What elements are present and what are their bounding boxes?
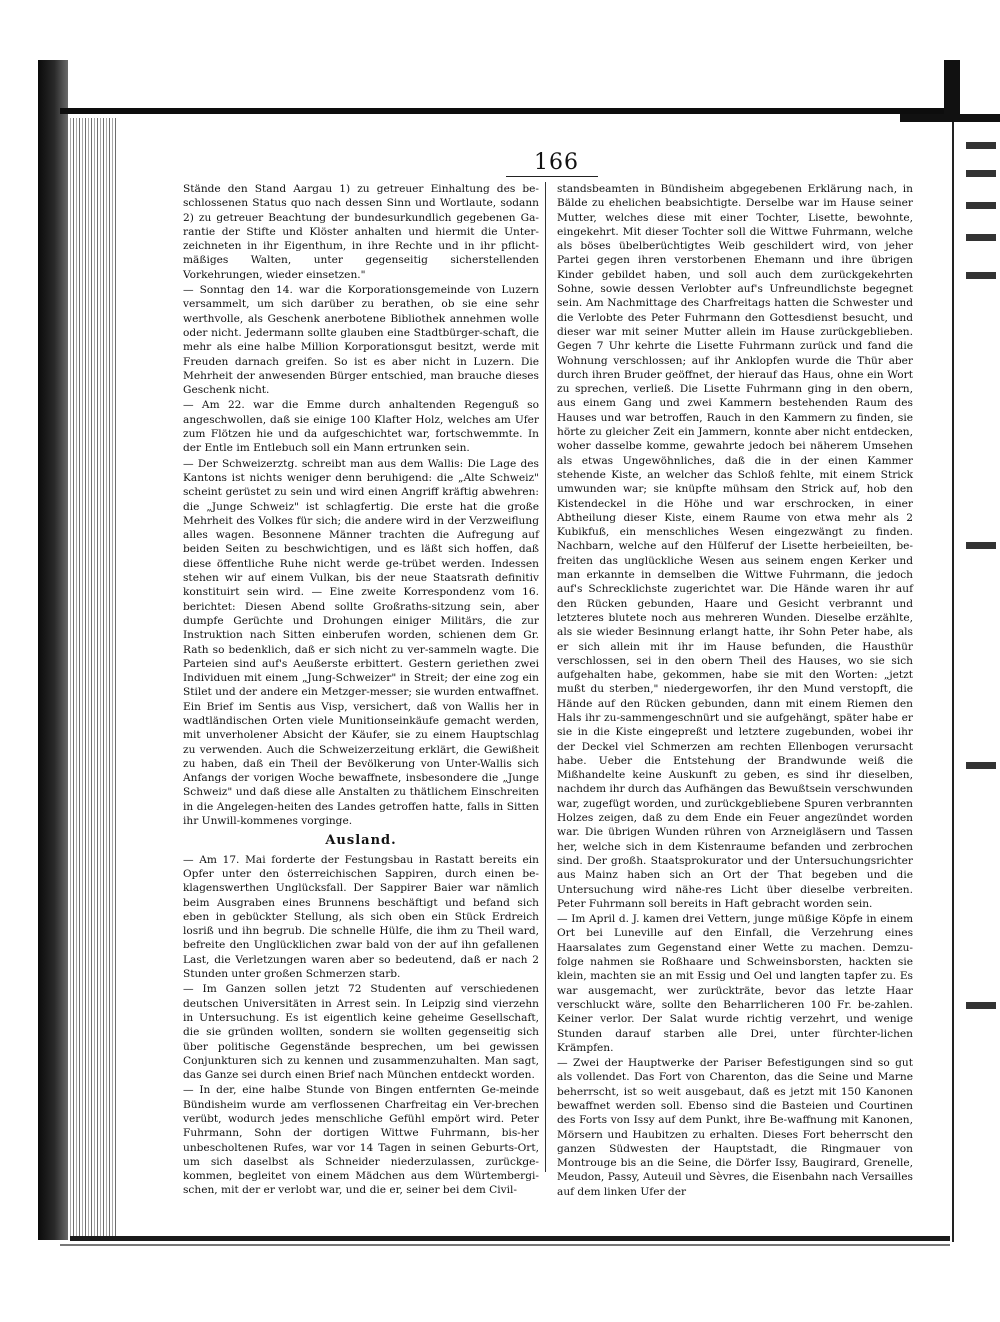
- text-fragment: [966, 170, 996, 177]
- article-paragraph: standsbeamten in Bündisheim abgegebenen Erklärung nach, in Bälde zu ehelichen beabsichtigte. Derselbe war im Hause seiner Mutter, welches diese mit einer Tochter, Lisette, bewohnte, eingekehrt. Mit dieser Tochter soll die Wittwe Fuhrmann, welche als böses übelberüchtigtes Weib geschildert wird, von jeher Partei gegen ihren verstorbenen Ehemann und ihre übrigen Kinder gebildet haben, und soll auch dem zurückgekehrten Sohne, sowie dessen Verlobter auf's Unfreundlichste begegnet sein. Am Nachmittage des Charfreitags hatten die Schwester und die Verlobte des Peter Fuhrmann den Gottesdienst besucht, und dieser war mit seiner Mutter allein im Hause zurückgeblieben. Gegen 7 Uhr kehrte die Lisette Fuhrmann zurück und fand die Wohnung verschlossen; auf ihr Anklopfen wurde die Thür aber durch ihren Bruder geöffnet, der hierauf das Haus, ohne ein Wort zu sprechen, verließ. Die Lisette Fuhrmann ging in den obern, aus einem Gang und zwei Kammern bestehenden Raum des Hauses und war betroffen, Rauch in den Kammern zu finden, sie hörte zu gleicher Zeit ein Jammern, konnte aber nicht entdecken, woher dasselbe komme, gewahrte jedoch bei näherem Umsehen als etwas Ungewöhnliches, daß die in der einen Kammer stehende Kiste, an welcher das Schloß fehlte, mit einem Strick umwunden war; sie knüpfte mühsam den Strick auf, hob den Kistendeckel in die Höhe und war erschrocken, in einer Abtheilung dieser Kiste, einem Raume von etwa mehr als 2 Kubikfuß, ein menschliches Wesen eingezwängt zu finden. Nachbarn, welche auf den Hülferuf der Lisette herbeieilten, be-freiten das unglückliche Wesen aus seinem engen Kerker und man erkannte in demselben die Wittwe Fuhrmann, die jedoch auf's Schrecklichste zugerichtet war. Die Hände waren ihr auf den Rücken gebunden, Haare und Gesicht verbrannt und letzteres blutete noch aus mehreren Wunden. Dieselbe erzählte, als sie wieder Besinnung erlangt hatte, ihr Sohn Peter habe, als er sich allein mit ihr im Hause befunden, die Hausthür verschlossen, sei in den obern Theil des Hauses, wo sie sich aufgehalten habe, gekommen, habe sie mit den Worten: „jetzt mußt du sterben," niedergeworfen, ihr den Mund verstopft, die Hände auf den Rücken gebunden, dann mit einem Riemen den Hals ihr zu-sammengeschnürt und sie aufgehängt, später habe er sie in die Kiste eingepreßt und letztere zugebunden, wobei ihr der Deckel viel Schmerzen am rechten Ellenbogen verursacht habe. Ueber die Entstehung der Brandwunde weiß die Mißhandelte keine Auskunft zu geben, es sind ihr dieselben, nachdem ihr durch das Aufhängen das Bewußtsein verschwunden war, zugefügt worden, und zurückgebliebene Spuren verbrannten Holzes zeigen, daß zu dem Ende ein Feuer angezündet worden war. Die übrigen Wunden rühren von Arzneigläsern und Tassen her, welche sich in dem Kistenraume befanden und zerbrochen sind. Der großh. Staatsprokurator und der Untersuchungsrichter aus Mainz haben sich an Ort der That begeben und die Untersuchung wird nähe-res Licht über dieselbe verbreiten. Peter Fuhrmann soll bereits in Haft gebracht worden sein.: [557, 183, 913, 910]
- text-fragment: [966, 1002, 996, 1009]
- article-paragraph: — Zwei der Hauptwerke der Pariser Befestigungen sind so gut als vollendet. Das Fort von Charenton, das die Seine und Marne beherrscht, ist so weit ausgebaut, daß es jetzt mit 150 Kanonen bewaffnet werden soll. Ebenso sind die Basteien und Courtinen des Forts von Issy auf dem Punkt, ihre Be-waffnung mit Kanonen, Mörsern und Haubitzen zu erhalten. Dieses Fort beherrscht den ganzen Südwesten der Hauptstadt, die Ringmauer von Montrouge bis an die Seine, die Dörfer Issy, Baugirard, Grenelle, Meudon, Passy, Auteuil und Sèvres, die Eisenbahn nach Versailles auf dem linken Ufer der: [557, 1057, 913, 1198]
- scan-bottom-border: [70, 1236, 950, 1241]
- scan-adjacent-page-edge: [952, 122, 1000, 1242]
- text-fragment: [966, 142, 996, 149]
- article-paragraph: — Im April d. J. kamen drei Vettern, junge müßige Köpfe in einem Ort bei Luneville auf den Einfall, die Verzehrung eines Haarsalates zum Gegenstand einer Wette zu machen. Demzu-folge nahmen sie Roßhaare und Schweinsborsten, hackten sie klein, machten sie an mit Essig und Oel und langten tapfer zu. Es war ausgemacht, wer zurückträte, bevor das letzte Haar verschluckt wäre, sollte den Beharrlicheren 100 Fr. be-zahlen. Keiner verlor. Der Salat wurde richtig verzehrt, und wenige Stunden darauf starben alle Drei, unter fürchter-lichen Krämpfen.: [557, 913, 913, 1054]
- text-fragment: [966, 762, 996, 769]
- scan-top-border: [60, 108, 960, 114]
- text-fragment: [966, 272, 996, 279]
- right-column: [557, 182, 913, 1199]
- article-paragraph: — Am 17. Mai forderte der Festungsbau in Rastatt bereits ein Opfer unter den österreichischen Sappiren, durch einen be-klagenswerthen Unglücksfall. Der Sappirer Baier war nämlich beim Ausgraben eines Brunnens beschäftigt und befand sich eben in gebückter Stellung, als sich oben ein Stück Erdreich losriß und ihn begrub. Die schnelle Hülfe, die ihm zu Theil ward, befreite den Unglücklichen zwar bald von der auf ihn gefallenen Last, die Verletzungen waren aber so bedeutend, daß er nach 2 Stunden unter großen Schmerzen starb.: [183, 853, 539, 981]
- article-paragraph: — Der Schweizerztg. schreibt man aus dem Wallis: Die Lage des Kantons ist nichts weniger denn beruhigend: die „Alte Schweiz" scheint gerüstet zu sein und wird einen Angriff kräftig abwehren: die „Junge Schweiz" ist schlagfertig. Die erste hat die große Mehrheit des Volkes für sich; die andere wird in der Verzweiflung alles wagen. Besonnene Männer trachten die Aufregung auf beiden Seiten zu beschwichtigen, und es läßt sich hoffen, daß diese öffentliche Ruhe nicht werde ge-trübet werden. Indessen stehen wir auf einem Vulkan, bis der neue Staatsrath definitiv konstituirt sein wird. — Eine zweite Korrespondenz vom 16. berichtet: Diesen Abend sollte Großraths-sitzung sein, aber dumpfe Gerüchte und Drohungen einiger Militärs, die zur Instruktion nach Sitten einberufen worden, schienen dem Gr. Rath so bedenklich, daß er sich nicht zu ver-sammeln wagte. Die Parteien sind auf's Aeußerste erbittert. Gestern geriethen zwei Individuen mit einem „Jung-Schweizer" in Streit; der eine zog ein Stilet und der andere ein Metzger-messer; sie wurden entwaffnet. Ein Brief im Sentis aus Visp, versichert, daß von Wallis her in wadtländischen Orten viele Munitionseinkäufe gemacht werden, mit unverholener Absicht der Käufer, sie zu einem Hauptschlag zu verwenden. Auch die Schweizerzeitung erklärt, die Gewißheit zu haben, daß ein Theil der Bevölkerung von Unter-Wallis sich Anfangs der vorigen Woche bewaffnete, insbesondere die „Junge Schweiz" und daß diese alle Anstalten zu thätlichem Einschreiten in die Angelegen-heiten des Landes getroffen hatte, falls in Sitten ihr Unwill-kommenes vorginge.: [183, 457, 539, 828]
- left-column: [183, 182, 539, 1198]
- article-paragraph: — Sonntag den 14. war die Korporationsgemeinde von Luzern versammelt, um sich darüber zu berathen, ob sie eine sehr werthvolle, als Geschenk anerbotene Bibliothek annehmen wolle oder nicht. Jedermann sollte glauben eine Stadtbürger-schaft, die mehr als eine halbe Million Korporationsgut besitzt, werde mit Freuden darnach greifen. So ist es aber nicht in Luzern. Die Mehrheit der anwesenden Bürger entschied, man brauche dieses Geschenk nicht.: [183, 284, 539, 397]
- article-paragraph: Stände den Stand Aargau 1) zu getreuer Einhaltung des be-schlossenen Status quo nach dessen Sinn und Wortlaute, sodann 2) zu getreuer Beachtung der bundesurkundlich gegebenen Ga-rantie der Stifte und Klöster anhalten und hiermit die Unter-zeichneten in ihr Eigenthum, in ihre Rechte und in ihr pflicht-mäßiges Walten, unter gegenseitig sicherstellenden Vorkehrungen, wieder einsetzen.": [183, 183, 539, 281]
- text-fragment: [966, 542, 996, 549]
- scan-bottom-border-thin: [60, 1244, 950, 1246]
- article-paragraph: — Im Ganzen sollen jetzt 72 Studenten auf verschiedenen deutschen Universitäten in Arrest sein. In Leipzig sind vierzehn in Untersuchung. Es ist eigentlich keine geheime Gesellschaft, die sie gründen wollten, sondern sie wollten gegenseitig sich über politische Gegenstände besprechen, um bei gewissen Conjunkturen sich zu kennen und zusammenzuhalten. Man sagt, das Ganze sei durch einen Brief nach München entdeckt worden.: [183, 983, 539, 1082]
- section-heading: Ausland.: [325, 833, 397, 849]
- text-fragment: [966, 234, 996, 241]
- page-number: 166: [534, 150, 579, 175]
- column-divider: [545, 182, 546, 1172]
- scan-page-edges: [68, 118, 116, 1238]
- scan-right-edge-mark: [944, 60, 960, 120]
- article-paragraph: — Am 22. war die Emme durch anhaltenden Regenguß so angeschwollen, daß sie einige 100 Klafter Holz, welches am Ufer zum Flötzen hie und da aufgeschichtet war, fortschwemmte. In der Entle im Entlebuch soll ein Mann ertrunken sein.: [183, 399, 539, 455]
- page-number-underline: [506, 176, 598, 177]
- scan-binding-shadow: [38, 60, 68, 1240]
- article-paragraph: — In der, eine halbe Stunde von Bingen entfernten Ge-meinde Bündisheim wurde am verflossenen Charfreitag ein Ver-brechen verübt, wodurch jedes menschliche Gefühl empört wird. Peter Fuhrmann, Sohn der dortigen Wittwe Fuhrmann, bis-her unbescholtenen Rufes, war vor 14 Tagen in seinen Geburts-Ort, um sich daselbst als Schneider niederzulassen, zurückge-kommen, begleitet von einem Mädchen aus dem Würtembergi-schen, mit der er verlobt war, und die er, seiner bei dem Civil-: [183, 1084, 539, 1197]
- text-fragment: [966, 202, 996, 209]
